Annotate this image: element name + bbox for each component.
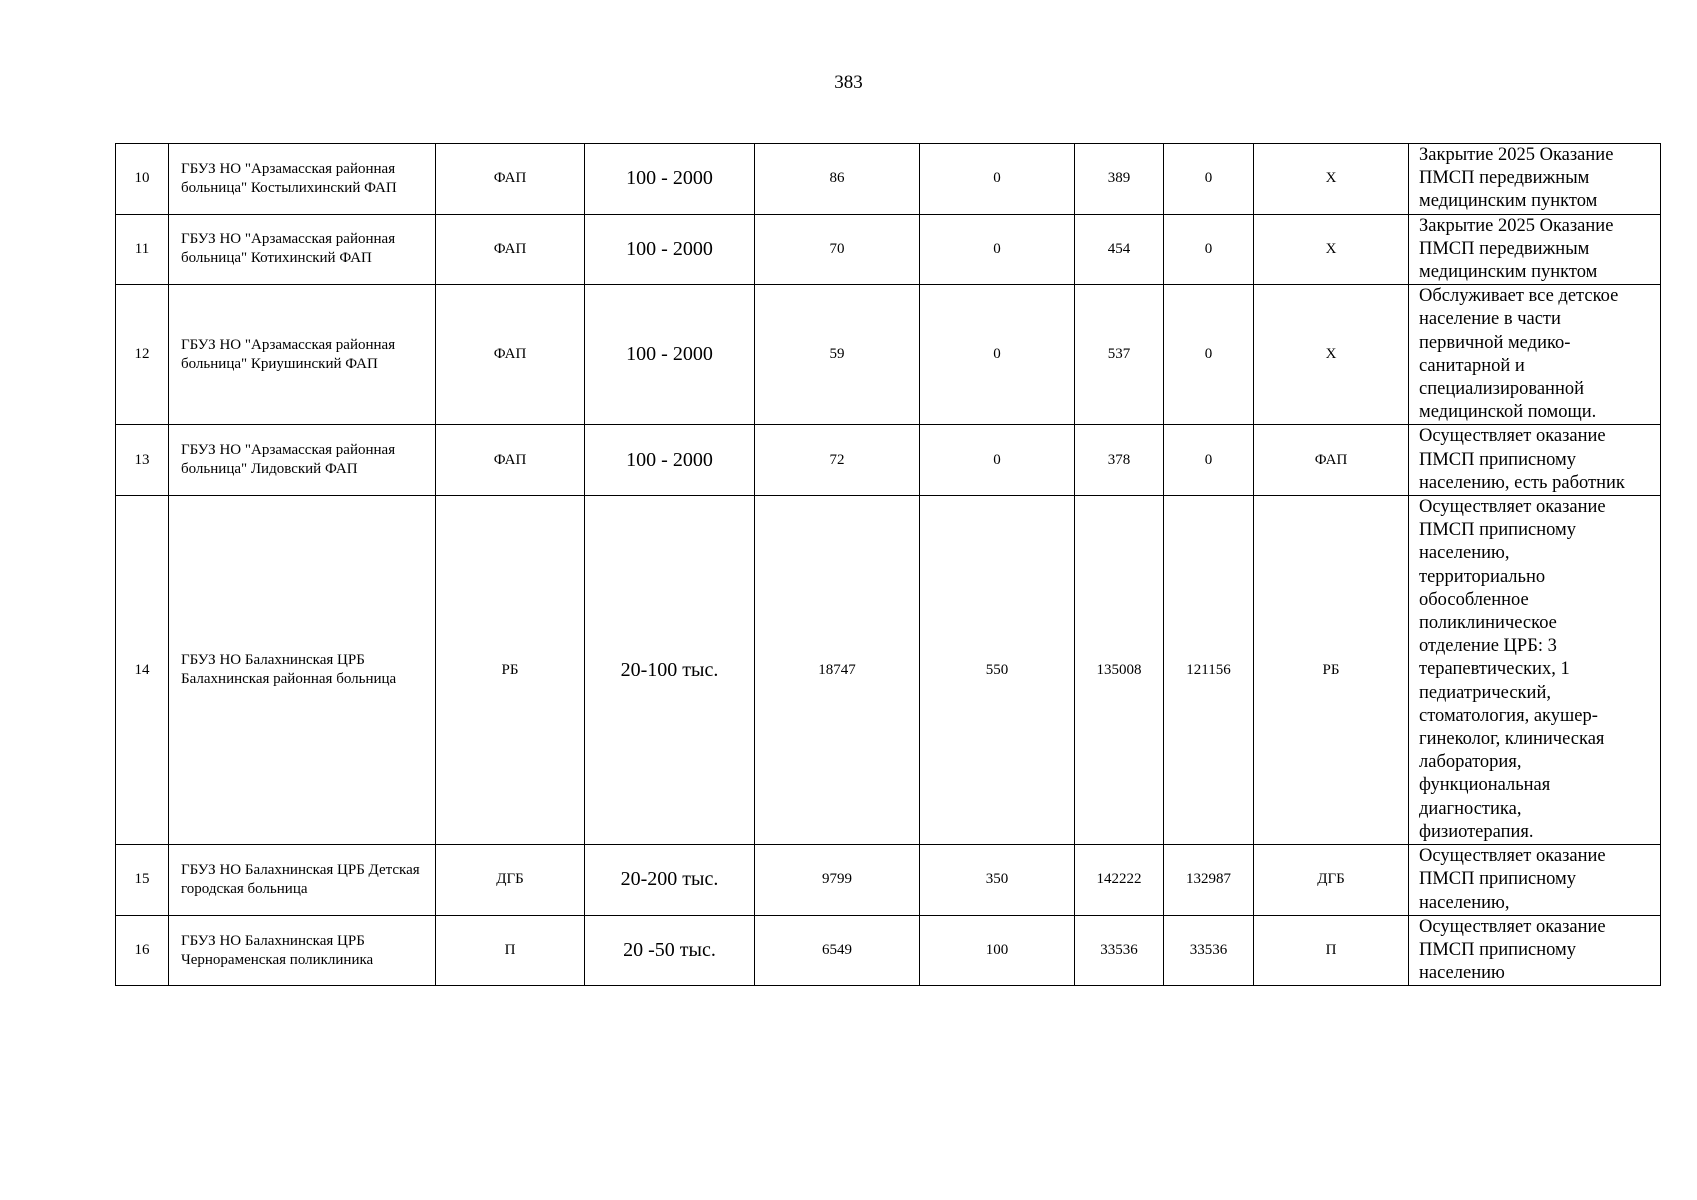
target-type: ДГБ bbox=[1254, 845, 1409, 916]
facility-type: ФАП bbox=[436, 144, 585, 215]
facility-name: ГБУЗ НО Балахнинская ЦРБ Балахнинская районная больница bbox=[169, 496, 436, 845]
page-number: 383 bbox=[834, 72, 863, 93]
value-cell: 9799 bbox=[755, 845, 920, 916]
value-cell: 0 bbox=[1164, 285, 1254, 425]
value-cell: 0 bbox=[920, 214, 1075, 285]
population-range: 100 - 2000 bbox=[585, 144, 755, 215]
target-type: РБ bbox=[1254, 496, 1409, 845]
value-cell: 70 bbox=[755, 214, 920, 285]
row-number: 12 bbox=[116, 285, 169, 425]
target-type: Х bbox=[1254, 144, 1409, 215]
population-range: 20-100 тыс. bbox=[585, 496, 755, 845]
row-number: 15 bbox=[116, 845, 169, 916]
note-text: Осуществляет оказание ПМСП приписному населению, bbox=[1419, 846, 1606, 913]
value-cell: 72 bbox=[755, 425, 920, 496]
target-type: П bbox=[1254, 915, 1409, 986]
table-row bbox=[116, 285, 1661, 425]
row-number: 11 bbox=[116, 214, 169, 285]
note-text: Осуществляет оказание ПМСП приписному населению bbox=[1419, 916, 1606, 984]
value-cell: 350 bbox=[920, 845, 1075, 916]
note-text: Осуществляет оказание ПМСП приписному населению, территориально обособленное поликлиническое отделение ЦРБ: 3 терапевтических, 1 педиатрический, стоматология, акушер- гинеколог, клиническая лаборатория, функциональная диагностика, физиотерапия. bbox=[1419, 497, 1606, 842]
note-text: Закрытие 2025 Оказание ПМСП передвижным медицинским пунктом bbox=[1419, 145, 1614, 212]
facilities-table bbox=[115, 143, 1661, 986]
facility-name: ГБУЗ НО "Арзамасская районная больница" Лидовский ФАП bbox=[169, 425, 436, 496]
facility-type: П bbox=[436, 915, 585, 986]
value-cell: 100 bbox=[920, 915, 1075, 986]
value-cell: 550 bbox=[920, 496, 1075, 845]
value-cell: 86 bbox=[755, 144, 920, 215]
note-text: Закрытие 2025 Оказание ПМСП передвижным медицинским пунктом bbox=[1419, 215, 1614, 283]
population-range: 20-200 тыс. bbox=[585, 845, 755, 916]
value-cell: 378 bbox=[1075, 425, 1164, 496]
value-cell: 537 bbox=[1075, 285, 1164, 425]
row-number: 13 bbox=[116, 425, 169, 496]
value-cell: 6549 bbox=[755, 915, 920, 986]
value-cell: 121156 bbox=[1164, 496, 1254, 845]
value-cell: 454 bbox=[1075, 214, 1164, 285]
note-text: Осуществляет оказание ПМСП приписному населению, есть работник bbox=[1419, 426, 1625, 493]
population-range: 100 - 2000 bbox=[585, 425, 755, 496]
table-row bbox=[116, 845, 1661, 916]
value-cell: 0 bbox=[1164, 425, 1254, 496]
table-row bbox=[116, 425, 1661, 496]
facility-name: ГБУЗ НО Балахнинская ЦРБ Чернораменская поликлиника bbox=[169, 915, 436, 986]
row-number: 10 bbox=[116, 144, 169, 215]
target-type: Х bbox=[1254, 214, 1409, 285]
target-type: Х bbox=[1254, 285, 1409, 425]
population-range: 20 -50 тыс. bbox=[585, 915, 755, 986]
value-cell: 0 bbox=[1164, 144, 1254, 215]
value-cell: 59 bbox=[755, 285, 920, 425]
facility-name: ГБУЗ НО "Арзамасская районная больница" Криушинский ФАП bbox=[169, 285, 436, 425]
note-cell bbox=[1409, 285, 1661, 425]
value-cell: 0 bbox=[920, 144, 1075, 215]
facility-type: ФАП bbox=[436, 214, 585, 285]
note-cell bbox=[1409, 425, 1661, 496]
table-row bbox=[116, 144, 1661, 215]
note-cell bbox=[1409, 214, 1661, 285]
note-cell bbox=[1409, 915, 1661, 986]
facility-name: ГБУЗ НО "Арзамасская районная больница" Котихинский ФАП bbox=[169, 214, 436, 285]
target-type: ФАП bbox=[1254, 425, 1409, 496]
row-number: 16 bbox=[116, 915, 169, 986]
population-range: 100 - 2000 bbox=[585, 285, 755, 425]
value-cell: 0 bbox=[920, 285, 1075, 425]
value-cell: 389 bbox=[1075, 144, 1164, 215]
value-cell: 18747 bbox=[755, 496, 920, 845]
facility-type: ФАП bbox=[436, 425, 585, 496]
table-row bbox=[116, 915, 1661, 986]
note-text: Обслуживает все детское население в части первичной медико- санитарной и специализированной медицинской помощи. bbox=[1419, 286, 1619, 423]
facility-type: ФАП bbox=[436, 285, 585, 425]
facility-type: РБ bbox=[436, 496, 585, 845]
value-cell: 135008 bbox=[1075, 496, 1164, 845]
facility-name: ГБУЗ НО "Арзамасская районная больница" Костылихинский ФАП bbox=[169, 144, 436, 215]
table-row bbox=[116, 214, 1661, 285]
value-cell: 33536 bbox=[1164, 915, 1254, 986]
note-cell bbox=[1409, 144, 1661, 215]
note-cell bbox=[1409, 496, 1661, 845]
value-cell: 142222 bbox=[1075, 845, 1164, 916]
facility-name: ГБУЗ НО Балахнинская ЦРБ Детская городская больница bbox=[169, 845, 436, 916]
note-cell bbox=[1409, 845, 1661, 916]
value-cell: 132987 bbox=[1164, 845, 1254, 916]
value-cell: 0 bbox=[1164, 214, 1254, 285]
value-cell: 0 bbox=[920, 425, 1075, 496]
population-range: 100 - 2000 bbox=[585, 214, 755, 285]
table-row bbox=[116, 496, 1661, 845]
facility-type: ДГБ bbox=[436, 845, 585, 916]
value-cell: 33536 bbox=[1075, 915, 1164, 986]
row-number: 14 bbox=[116, 496, 169, 845]
